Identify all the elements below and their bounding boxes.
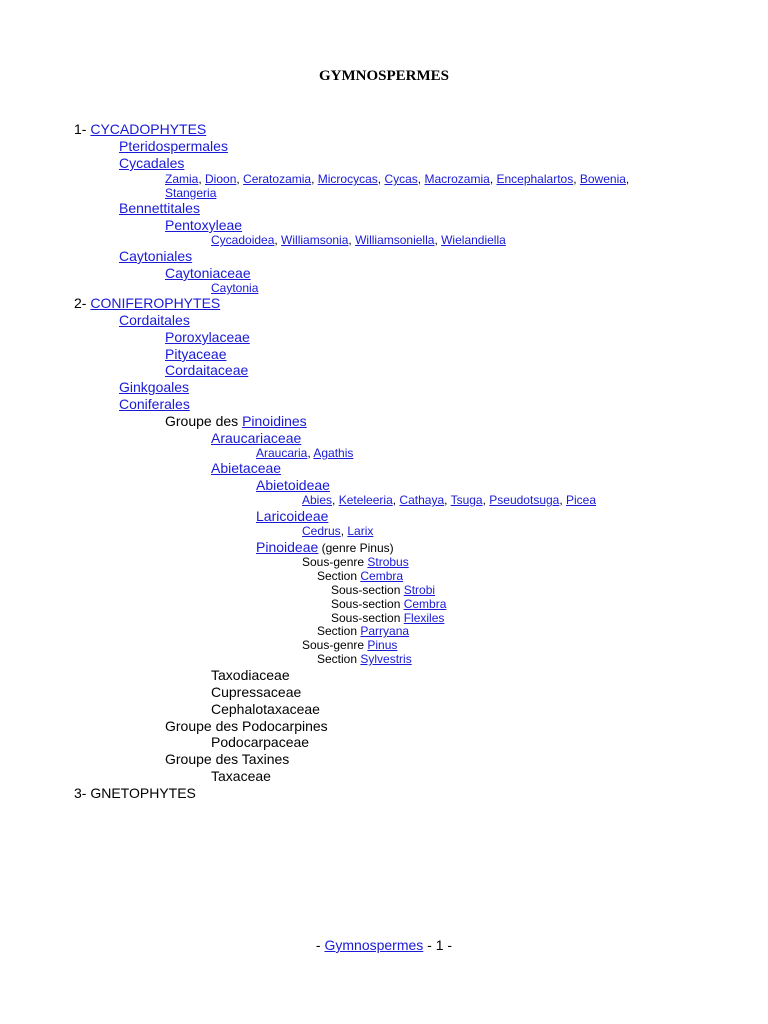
page-footer [0,937,768,953]
taxon-link[interactable]: Macrozamia [424,172,490,186]
taxon-link[interactable]: Laricoideae [256,508,329,524]
tree-row [119,155,184,172]
taxon-link[interactable]: Tsuga [450,493,483,507]
footer-prefix: - [315,937,325,953]
tree-text: , [625,172,630,186]
taxon-link[interactable]: Pinus [367,638,398,652]
tree-text: , [236,172,244,186]
taxon-link[interactable]: Caytoniaceae [165,265,251,281]
taxon-link[interactable]: Ceratozamia [243,172,312,186]
tree-row [165,362,248,379]
tree-text: Taxaceae [211,768,271,784]
taxon-link[interactable]: Araucaria [256,446,308,460]
tree-row [256,539,394,556]
tree-row [165,346,226,363]
tree-text: , [417,172,425,186]
taxon-link[interactable]: Caytoniales [119,248,193,264]
taxon-link[interactable]: CYCADOPHYTES [90,121,207,137]
tree-text: , [377,172,385,186]
taxon-link[interactable]: Parryana [360,624,410,638]
taxon-link[interactable]: Cathaya [399,493,445,507]
tree-row [165,186,216,200]
taxon-link[interactable]: Cycas [384,172,418,186]
tree-text: Podocarpaceae [211,734,310,750]
tree-row [74,121,206,138]
taxon-link[interactable]: CONIFEROPHYTES [90,295,221,311]
tree-text: Groupe des Podocarpines [165,718,328,734]
tree-text: (genre Pinus) [318,541,394,555]
taxon-link[interactable]: Pteridospermales [119,138,228,154]
taxon-link[interactable]: Pinoidines [242,413,307,429]
tree-text: , [559,493,567,507]
tree-row [119,248,192,265]
tree-text: 3- GNETOPHYTES [74,785,196,801]
taxon-link[interactable]: Pityaceae [165,346,227,362]
tree-row [211,701,320,718]
tree-text: Cephalotaxaceae [211,701,320,717]
tree-row [165,172,629,186]
taxon-link[interactable]: Pentoxyleae [165,217,243,233]
taxon-link[interactable]: Strobi [403,583,436,597]
tree-row [119,200,200,217]
tree-row [302,493,596,507]
tree-text: , [348,233,356,247]
tree-row [211,281,258,295]
tree-text: Cupressaceae [211,684,302,700]
page-title: GYMNOSPERMES [318,68,449,84]
taxon-link[interactable]: Flexiles [403,611,445,625]
tree-row [302,638,397,652]
tree-row [317,652,412,666]
taxon-link[interactable]: Keteleeria [338,493,393,507]
taxon-link[interactable]: Cordaitales [119,312,190,328]
tree-row [119,312,190,329]
tree-row [165,217,242,234]
tree-row [211,460,281,477]
taxon-link[interactable]: Poroxylaceae [165,329,250,345]
tree-text: , [489,172,497,186]
tree-text: , [482,493,490,507]
tree-row [256,477,330,494]
tree-text: , [198,172,206,186]
taxon-link[interactable]: Agathis [313,446,354,460]
tree-text: , [444,493,451,507]
tree-text: Groupe des Taxines [165,751,290,767]
tree-row [302,555,409,569]
taxon-link[interactable]: Sylvestris [360,652,412,666]
footer-link[interactable]: Gymnospermes [324,937,424,953]
tree-row [165,751,289,768]
taxon-link[interactable]: Cycadoidea [211,233,275,247]
tree-row [74,295,220,312]
taxon-link[interactable]: Araucariaceae [211,430,302,446]
tree-text: Section [317,569,361,583]
tree-row [211,233,506,247]
tree-text: , [340,524,348,538]
tree-text: , [392,493,400,507]
taxon-link[interactable]: Cembra [403,597,447,611]
tree-text: , [434,233,442,247]
tree-row [331,611,444,625]
tree-text: , [274,233,282,247]
tree-text: Section [317,624,361,638]
tree-text: Sous-section [331,611,404,625]
taxon-link[interactable]: Cedrus [302,524,341,538]
tree-row [256,508,328,525]
tree-text: Sous-section [331,597,404,611]
taxon-link[interactable]: Williamsoniella [355,233,435,247]
tree-text: 2- [74,295,91,311]
tree-text: , [332,493,339,507]
taxon-link[interactable]: Wielandiella [441,233,506,247]
tree-row [211,768,271,785]
tree-row [256,446,353,460]
taxon-link[interactable]: Strobus [367,555,409,569]
tree-row [165,413,307,430]
tree-text: , [307,446,314,460]
tree-row [211,734,309,751]
tree-row [165,265,251,282]
taxon-link[interactable]: Coniferales [119,396,190,412]
taxon-link[interactable]: Abietoideae [256,477,330,493]
tree-text: , [311,172,318,186]
tree-row [119,138,228,155]
tree-row [165,329,250,346]
tree-text: Sous-genre [302,638,368,652]
tree-row [119,379,189,396]
footer-suffix: - 1 - [423,937,453,953]
tree-text: Section [317,652,361,666]
tree-row [302,524,373,538]
tree-text: , [573,172,580,186]
tree-text: 1- [74,121,91,137]
taxon-link[interactable]: Pinoideae [256,539,319,555]
taxon-link[interactable]: Encephalartos [496,172,574,186]
tree-row [211,430,301,447]
taxon-link[interactable]: Williamsonia [281,233,349,247]
tree-row [119,396,190,413]
taxon-link[interactable]: Cordaitaceae [165,362,249,378]
tree-text: Sous-genre [302,555,368,569]
taxon-link[interactable]: Stangeria [165,186,217,200]
taxon-link[interactable]: Dioon [205,172,237,186]
tree-text: Sous-section [331,583,404,597]
taxon-link[interactable]: Picea [566,493,597,507]
tree-row [211,684,301,701]
taxon-link[interactable]: Abies [302,493,333,507]
taxon-link[interactable]: Cycadales [119,155,185,171]
tree-row [211,667,290,684]
taxon-link[interactable]: Zamia [165,172,199,186]
taxon-link[interactable]: Bowenia [579,172,626,186]
tree-row [331,597,446,611]
taxon-link[interactable]: Cembra [360,569,404,583]
tree-text: Groupe des [165,413,243,429]
tree-row [317,569,403,583]
tree-text: Taxodiaceae [211,667,290,683]
taxon-link[interactable]: Microcycas [317,172,378,186]
taxon-link[interactable]: Ginkgoales [119,379,190,395]
taxon-link[interactable]: Abietaceae [211,460,282,476]
tree-row [74,785,196,802]
taxon-link[interactable]: Larix [347,524,374,538]
tree-row [331,583,435,597]
tree-row [317,624,409,638]
tree-row [165,718,328,735]
taxon-link[interactable]: Caytonia [211,281,259,295]
taxon-link[interactable]: Pseudotsuga [489,493,560,507]
taxon-link[interactable]: Bennettitales [119,200,200,216]
